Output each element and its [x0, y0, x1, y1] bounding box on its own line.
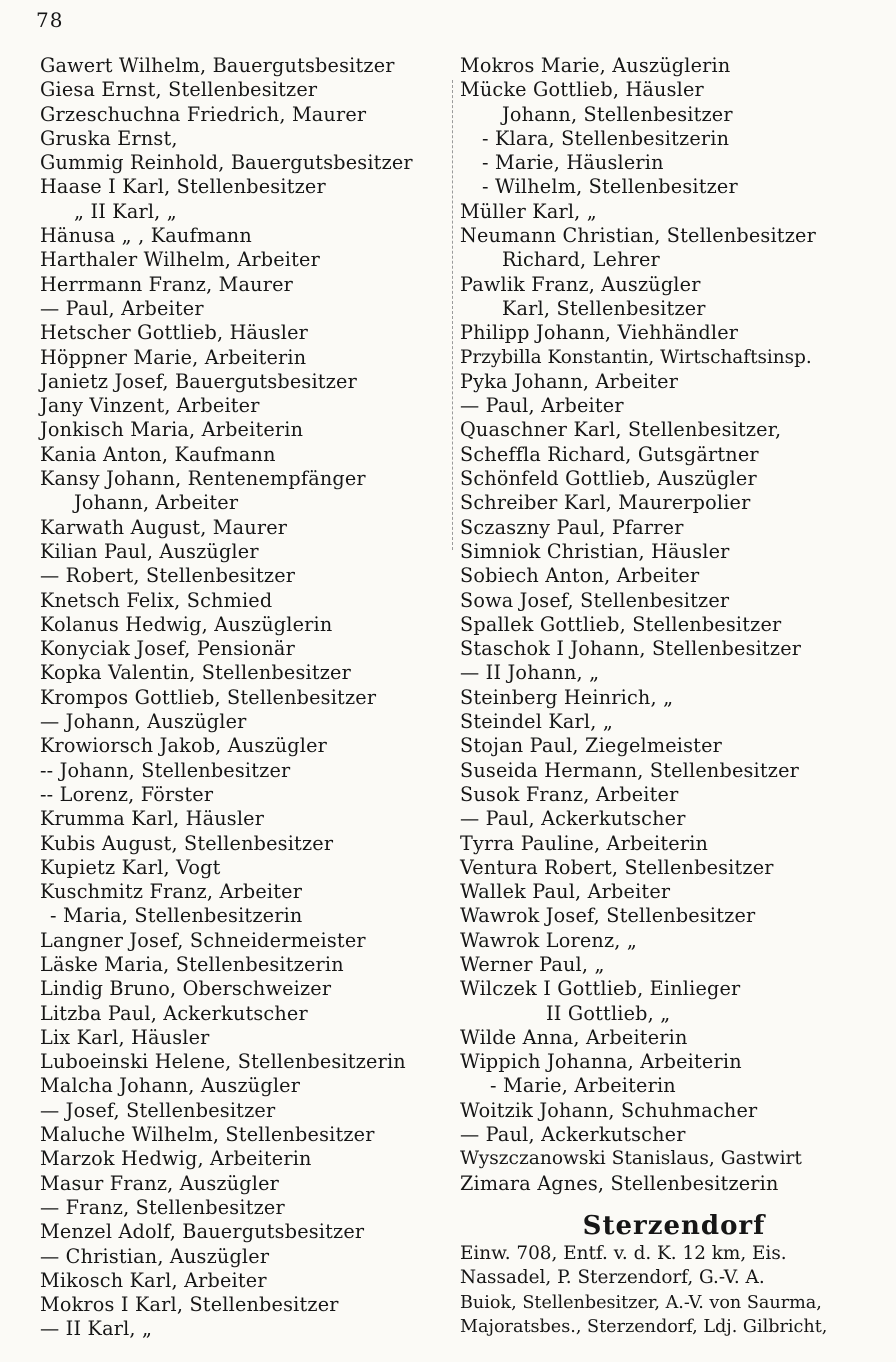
list-item: Kubis August, Stellenbesitzer [40, 831, 334, 855]
list-item: Knetsch Felix, Schmied [40, 588, 273, 612]
section-heading: Sterzendorf [582, 1210, 766, 1241]
list-item: Giesa Ernst, Stellenbesitzer [40, 78, 318, 102]
list-item: Simniok Christian, Häusler [460, 539, 730, 563]
list-item: Lindig Bruno, Oberschweizer [40, 977, 332, 1001]
list-item: Staschok I Johann, Stellenbesitzer [460, 637, 802, 661]
list-item: Langner Josef, Schneidermeister [40, 928, 366, 952]
list-item: — Paul, Ackerkutscher [460, 807, 686, 831]
list-item: — Paul, Arbeiter [40, 296, 204, 320]
page-number: 78 [36, 8, 64, 32]
list-item: Stojan Paul, Ziegelmeister [460, 734, 723, 758]
list-item: Richard, Lehrer [502, 248, 660, 272]
list-item: „ II Karl, „ [74, 199, 177, 223]
list-item: -- Lorenz, Förster [40, 782, 214, 806]
list-item: Sobiech Anton, Arbeiter [460, 564, 700, 588]
section-line: Majoratsbes., Sterzendorf, Ldj. Gilbricht, [460, 1316, 828, 1337]
list-item: — Josef, Stellenbesitzer [40, 1098, 276, 1122]
list-item: Konyciak Josef, Pensionär [40, 637, 295, 661]
list-item: Jonkisch Maria, Arbeiterin [40, 418, 304, 442]
list-item: Pawlik Franz, Auszügler [460, 272, 701, 296]
list-item: Mikosch Karl, Arbeiter [40, 1268, 267, 1292]
list-item: Marzok Hedwig, Arbeiterin [40, 1147, 312, 1171]
list-item: Przybilla Konstantin, Wirtschaftsinsp. [460, 346, 812, 368]
list-item: Kuschmitz Franz, Arbeiter [40, 880, 303, 904]
list-item: - Marie, Arbeiterin [490, 1074, 676, 1098]
column-divider [452, 80, 454, 550]
list-item: Krompos Gottlieb, Stellenbesitzer [40, 685, 377, 709]
section-line: Einw. 708, Entf. v. d. K. 12 km, Eis. [460, 1242, 787, 1264]
list-item: Krumma Karl, Häusler [40, 807, 265, 831]
list-item: Johann, Stellenbesitzer [502, 102, 733, 126]
list-item: Wawrok Josef, Stellenbesitzer [460, 904, 756, 928]
list-item: Müller Karl, „ [460, 199, 597, 223]
list-item: Litzba Paul, Ackerkutscher [40, 1001, 308, 1025]
list-item: Werner Paul, „ [460, 952, 605, 976]
list-item: Wilde Anna, Arbeiterin [460, 1025, 688, 1049]
list-item: - Marie, Häuslerin [482, 151, 664, 175]
list-item: Gawert Wilhelm, Bauergutsbesitzer [40, 54, 395, 77]
list-item: Woitzik Johann, Schuhmacher [460, 1098, 758, 1122]
list-item: Haase I Karl, Stellenbesitzer [40, 175, 326, 199]
list-item: Pyka Johann, Arbeiter [460, 369, 679, 393]
list-item: Philipp Johann, Viehhändler [460, 321, 739, 345]
list-item: Menzel Adolf, Bauergutsbesitzer [40, 1220, 365, 1244]
list-item: Steinberg Heinrich, „ [460, 685, 674, 709]
list-item: Harthaler Wilhelm, Arbeiter [40, 248, 320, 272]
list-item: Lix Karl, Häusler [40, 1025, 210, 1049]
list-item: Spallek Gottlieb, Stellenbesitzer [460, 612, 782, 636]
list-item: — II Johann, „ [460, 661, 600, 685]
list-item: Tyrra Pauline, Arbeiterin [460, 831, 709, 855]
section-line: Buiok, Stellenbesitzer, A.-V. von Saurma, [460, 1292, 822, 1313]
list-item: Hetscher Gottlieb, Häusler [40, 321, 309, 345]
list-item: Schönfeld Gottlieb, Auszügler [460, 467, 757, 491]
list-item: - Klara, Stellenbesitzerin [482, 126, 730, 150]
list-item: Neumann Christian, Stellenbesitzer [460, 224, 816, 248]
list-item: Gummig Reinhold, Bauergutsbesitzer [40, 151, 413, 175]
list-item: — II Karl, „ [40, 1317, 153, 1341]
list-item: Grzeschuchna Friedrich, Maurer [40, 102, 367, 126]
section-line: Nassadel, P. Sterzendorf, G.-V. A. [460, 1267, 765, 1289]
list-item: Wilczek I Gottlieb, Einlieger [460, 977, 741, 1001]
list-item: Luboeinski Helene, Stellenbesitzerin [40, 1050, 406, 1074]
list-item: — Johann, Auszügler [40, 710, 247, 734]
list-item: Kania Anton, Kaufmann [40, 442, 276, 466]
list-item: Sowa Josef, Stellenbesitzer [460, 588, 730, 612]
list-item: Suseida Hermann, Stellenbesitzer [460, 758, 800, 782]
list-item: -- Johann, Stellenbesitzer [40, 758, 291, 782]
list-item: Hänusa „ , Kaufmann [40, 224, 252, 248]
list-item: Herrmann Franz, Maurer [40, 272, 294, 296]
list-item: Wyszczanowski Stanislaus, Gastwirt [460, 1148, 802, 1170]
list-item: Ventura Robert, Stellenbesitzer [460, 855, 774, 879]
list-item: Mokros Marie, Auszüglerin [460, 54, 731, 77]
list-item: Wippich Johanna, Arbeiterin [460, 1050, 742, 1074]
list-item: Kilian Paul, Auszügler [40, 539, 259, 563]
list-item: Jany Vinzent, Arbeiter [40, 394, 260, 418]
list-item: Karl, Stellenbesitzer [502, 296, 706, 320]
list-item: - Maria, Stellenbesitzerin [50, 904, 303, 928]
list-item: Susok Franz, Arbeiter [460, 782, 679, 806]
list-item: Kolanus Hedwig, Auszüglerin [40, 612, 333, 636]
list-item: Quaschner Karl, Stellenbesitzer, [460, 418, 782, 442]
list-item: — Franz, Stellenbesitzer [40, 1195, 285, 1219]
list-item: Kansy Johann, Rentenempfänger [40, 467, 366, 491]
list-item: Masur Franz, Auszügler [40, 1171, 280, 1195]
list-item: — Paul, Arbeiter [460, 394, 624, 418]
list-item: II Gottlieb, „ [546, 1001, 671, 1025]
list-item: Mücke Gottlieb, Häusler [460, 78, 704, 102]
list-item: Johann, Arbeiter [74, 491, 239, 515]
list-item: Wawrok Lorenz, „ [460, 928, 637, 952]
list-item: Zimara Agnes, Stellenbesitzerin [460, 1171, 779, 1195]
list-item: Maluche Wilhelm, Stellenbesitzer [40, 1123, 375, 1147]
list-item: Kopka Valentin, Stellenbesitzer [40, 661, 351, 685]
left-column [40, 54, 440, 1342]
list-item: Karwath August, Maurer [40, 515, 288, 539]
list-item: — Christian, Auszügler [40, 1244, 270, 1268]
list-item: Kupietz Karl, Vogt [40, 855, 221, 879]
list-item: Steindel Karl, „ [460, 710, 613, 734]
list-item: Malcha Johann, Auszügler [40, 1074, 301, 1098]
list-item: Mokros I Karl, Stellenbesitzer [40, 1293, 339, 1317]
list-item: Läske Maria, Stellenbesitzerin [40, 952, 344, 976]
list-item: — Robert, Stellenbesitzer [40, 564, 296, 588]
list-item: Scheffla Richard, Gutsgärtner [460, 442, 759, 466]
list-item: Sczaszny Paul, Pfarrer [460, 515, 684, 539]
list-item: - Wilhelm, Stellenbesitzer [482, 175, 738, 199]
list-item: Janietz Josef, Bauergutsbesitzer [40, 369, 357, 393]
list-item: Schreiber Karl, Maurerpolier [460, 491, 751, 515]
list-item: Höppner Marie, Arbeiterin [40, 345, 307, 369]
list-item: — Paul, Ackerkutscher [460, 1123, 686, 1147]
right-column [460, 54, 888, 1339]
list-item: Gruska Ernst, [40, 126, 178, 150]
list-item: Krowiorsch Jakob, Auszügler [40, 734, 328, 758]
list-item: Wallek Paul, Arbeiter [460, 880, 671, 904]
